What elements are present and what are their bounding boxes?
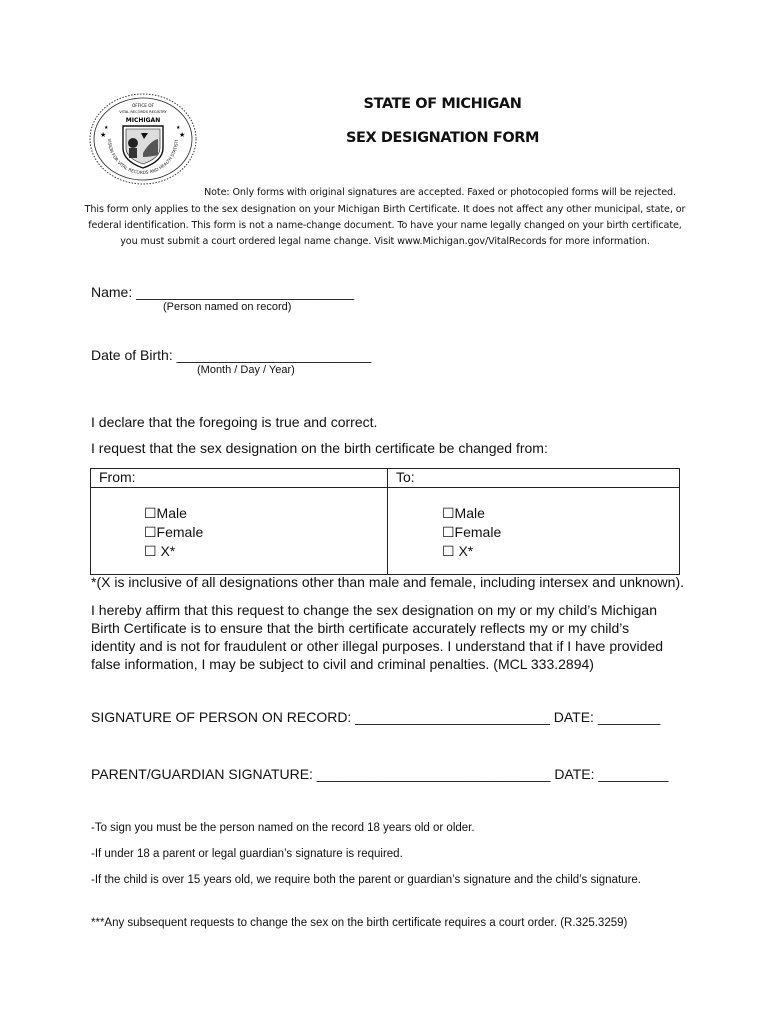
note-line-2: This form only applies to the sex designation on your Michigan Birth Certificate. It does not affect any other municipal, state, or <box>84 204 686 215</box>
request-line: I request that the sex designation on the birth certificate be changed from: <box>91 440 548 456</box>
state-title: STATE OF MICHIGAN <box>363 96 522 112</box>
date-of-birth-hint: (Month / Day / Year) <box>197 364 295 376</box>
svg-text:★: ★ <box>179 131 186 139</box>
instruction-item-3: -If the child is over 15 years old, we require both the parent or guardian’s signature and the child’s signature. <box>91 874 641 886</box>
name-hint: (Person named on record) <box>163 301 292 313</box>
date-of-birth-field[interactable]: Date of Birth: _________________________ <box>91 347 372 363</box>
from-male-checkbox[interactable]: ☐Male <box>144 505 187 521</box>
note-line-1: Note: Only forms with original signatures are accepted. Faxed or photocopied forms will be rejected. <box>204 187 676 198</box>
to-male-checkbox[interactable]: ☐Male <box>442 505 485 521</box>
seal-ring-text: VISION FOR VITAL RECORDS AND HEALTH STATISTI <box>105 138 180 177</box>
x-footnote: *(X is inclusive of all designations other than male and female, including intersex and unknown). <box>91 574 685 590</box>
instruction-item-1: -To sign you must be the person named on the record 18 years old or older. <box>91 822 475 834</box>
note-line-4: you must submit a court ordered legal name change. Visit www.Michigan.gov/VitalRecords for more information. <box>120 236 650 247</box>
guardian-signature-line[interactable]: PARENT/GUARDIAN SIGNATURE: ______________________________ DATE: _________ <box>91 766 669 782</box>
to-female-checkbox[interactable]: ☐Female <box>442 524 502 540</box>
declaration-line: I declare that the foregoing is true and correct. <box>91 414 378 430</box>
seal-top-text: OFFICE OF <box>132 103 154 108</box>
instruction-item-4: ***Any subsequent requests to change the sex on the birth certificate requires a court order. (R.325.3259) <box>91 917 628 929</box>
form-title: SEX DESIGNATION FORM <box>345 130 540 146</box>
from-header: From: <box>91 469 388 488</box>
to-x-checkbox[interactable]: ☐ X* <box>442 543 474 559</box>
instruction-item-2: -If under 18 a parent or legal guardian’s signature is required. <box>91 848 403 860</box>
svg-text:★: ★ <box>104 125 109 131</box>
note-line-3: federal identification. This form is not a name-change document. To have your name legally changed on your birth certificate, <box>88 220 682 231</box>
seal-sub-text: VITAL RECORDS REGISTRY <box>119 110 167 114</box>
svg-text:★: ★ <box>176 125 181 131</box>
to-header: To: <box>388 469 680 488</box>
from-female-checkbox[interactable]: ☐Female <box>144 524 204 540</box>
sex-designation-table <box>90 468 680 575</box>
seal-state-text: MICHIGAN <box>125 117 161 124</box>
affirmation-paragraph: I hereby affirm that this request to change the sex designation on my or my child’s Michigan Birth Certificate is to ensure that the birth certificate accurately reflects my or my child’s identity and is not for fraudulent or other illegal purposes. I understand that if I have provided false information, I may be subject to civil and criminal penalties. (MCL 333.2894) <box>91 602 664 672</box>
from-x-checkbox[interactable]: ☐ X* <box>144 543 176 559</box>
person-signature-line[interactable]: SIGNATURE OF PERSON ON RECORD: _________________________ DATE: ________ <box>91 709 661 725</box>
name-field[interactable]: Name: ____________________________ <box>91 284 355 300</box>
svg-text:★: ★ <box>100 131 107 139</box>
